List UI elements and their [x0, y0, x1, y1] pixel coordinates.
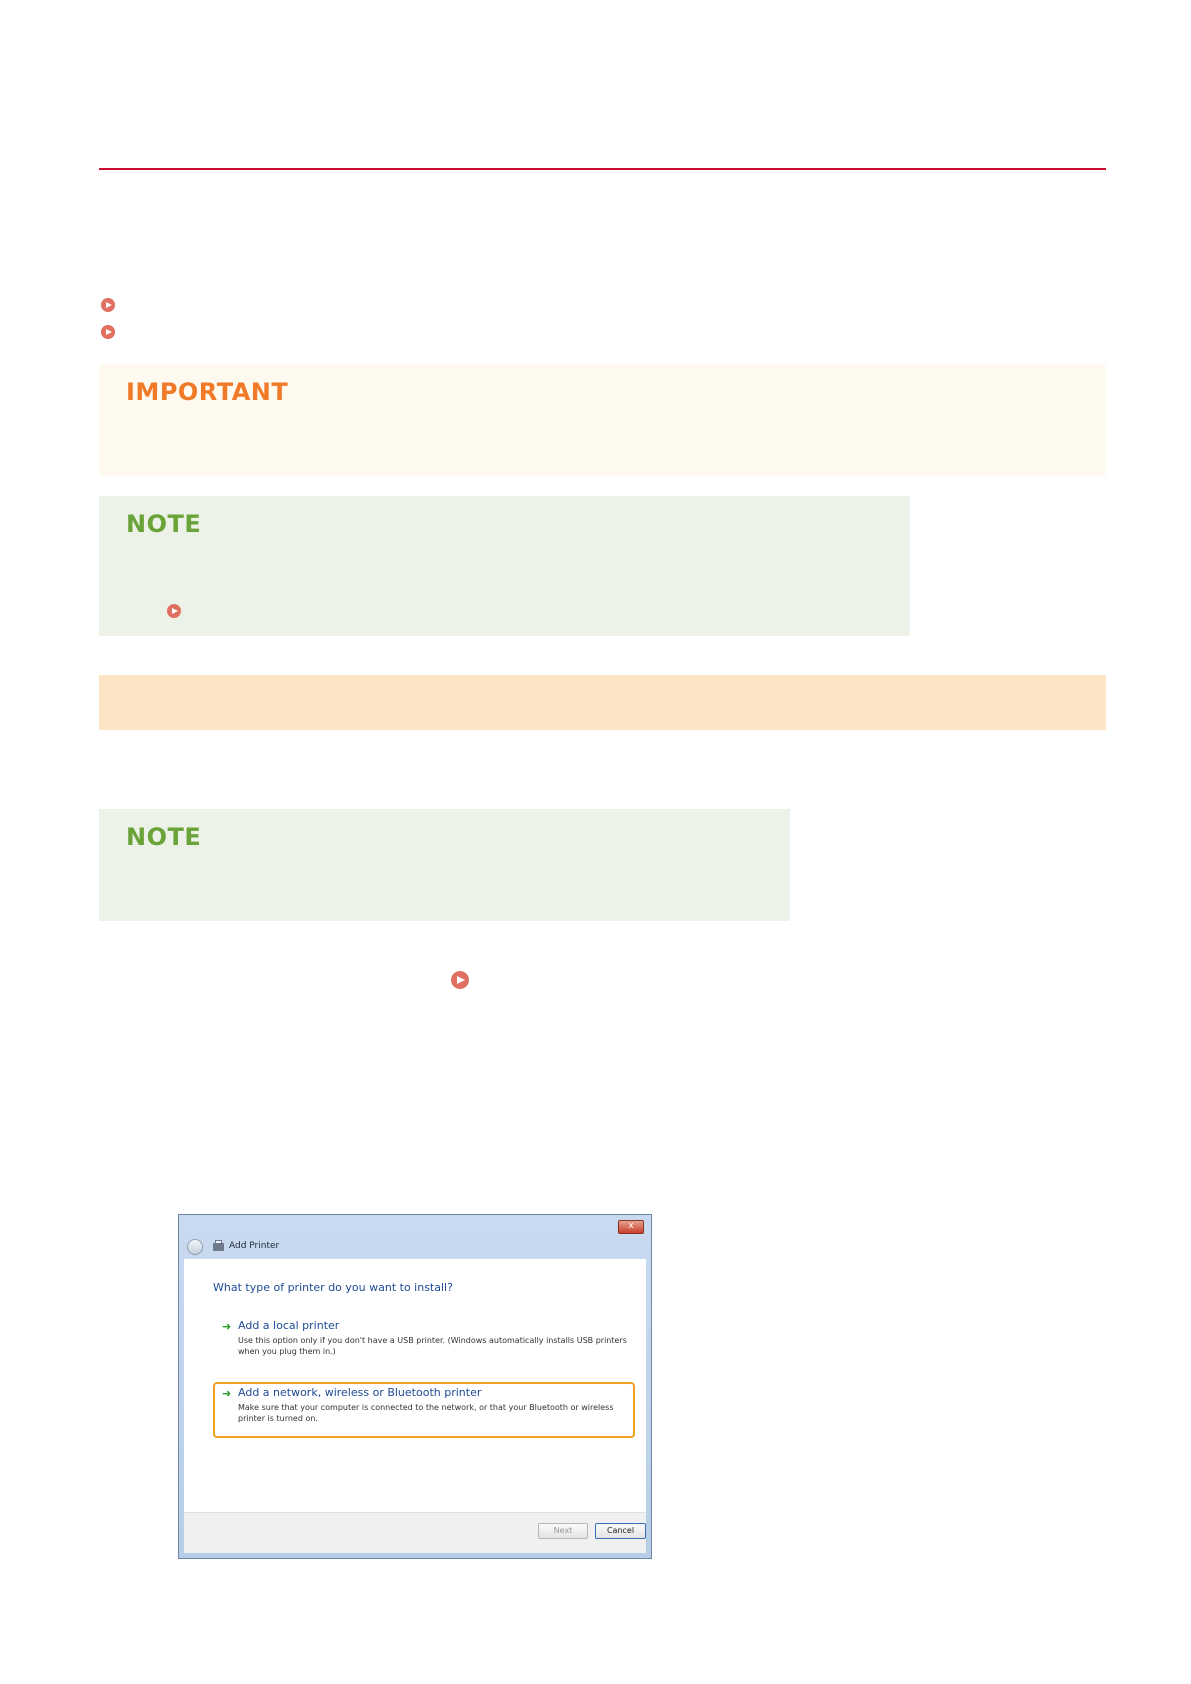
back-button[interactable]: [187, 1239, 203, 1255]
close-icon[interactable]: x: [618, 1220, 644, 1234]
option-network-printer[interactable]: [213, 1382, 635, 1438]
green-arrow-icon: ➜: [222, 1320, 232, 1333]
link-arrow-icon[interactable]: [167, 604, 181, 618]
header-rule: [99, 168, 1106, 170]
dialog-content: [184, 1259, 646, 1512]
link-arrow-icon[interactable]: [101, 325, 115, 339]
dialog-question: What type of printer do you want to install?: [213, 1281, 453, 1294]
section-heading-bar: [99, 675, 1106, 730]
next-button[interactable]: Next: [538, 1523, 588, 1539]
note-box: [99, 809, 790, 921]
important-title: IMPORTANT: [126, 378, 289, 406]
printer-icon: [213, 1243, 224, 1251]
green-arrow-icon: ➜: [222, 1387, 232, 1400]
note-box: [99, 496, 910, 636]
note-title: NOTE: [126, 823, 202, 851]
option-label: Add a local printer: [238, 1319, 340, 1332]
important-box: [99, 364, 1106, 476]
add-printer-dialog-screenshot: [178, 1214, 652, 1559]
option-label: Add a network, wireless or Bluetooth printer: [238, 1386, 482, 1399]
dialog-title: Add Printer: [229, 1241, 280, 1251]
option-local-printer[interactable]: [213, 1315, 635, 1365]
option-description: Make sure that your computer is connected to the network, or that your Bluetooth or wireless printer is turned on.: [238, 1403, 614, 1423]
cancel-button[interactable]: Cancel: [595, 1523, 646, 1539]
link-arrow-icon[interactable]: [101, 298, 115, 312]
option-description: Use this option only if you don't have a USB printer. (Windows automatically installs USB printers when you plug them in.): [238, 1336, 627, 1356]
note-title: NOTE: [126, 510, 202, 538]
link-arrow-icon[interactable]: [451, 971, 469, 989]
dialog-footer: [184, 1512, 646, 1553]
